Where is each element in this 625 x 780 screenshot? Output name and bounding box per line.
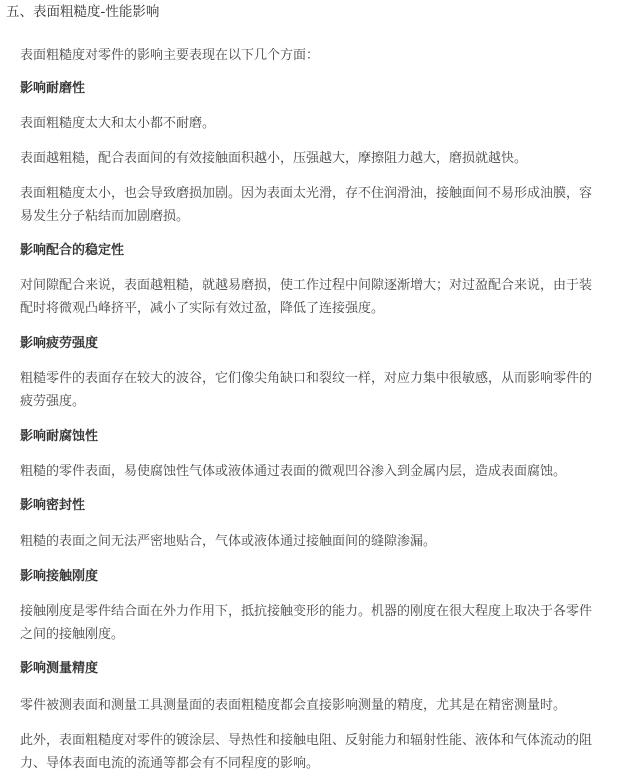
paragraph-line: 之间的接触刚度。 <box>20 627 125 642</box>
paragraph-conclusion <box>20 729 600 775</box>
paragraph-line: 表面粗糙度太小，也会导致磨损加剧。因为表面太光滑，存不住润滑油，接触面间不易形成油膜，容 <box>20 186 593 201</box>
paragraph-line: 粗糙的表面之间无法严密地贴合，气体或液体通过接触面间的缝隙渗漏。 <box>20 534 437 549</box>
paragraph-line: 零件被测表面和测量工具测量面的表面粗糙度都会直接影响测量的精度，尤其是在精密测量时。 <box>20 698 567 713</box>
heading-corrosion-resistance: 影响耐腐蚀性 <box>20 429 99 444</box>
heading-fit-stability: 影响配合的稳定性 <box>20 243 125 258</box>
paragraph-line: 力、导体表面电流的流通等都会有不同程度的影响。 <box>20 756 320 771</box>
paragraph-corrosion-1 <box>20 460 600 483</box>
article-title: 五、表面粗糙度-性能影响 <box>6 4 160 20</box>
intro-text: 表面粗糙度对零件的影响主要表现在以下几个方面： <box>20 48 320 63</box>
paragraph-line: 易发生分子粘结而加剧磨损。 <box>20 209 190 224</box>
paragraph-line: 对间隙配合来说，表面越粗糙，就越易磨损，使工作过程中间隙逐渐增大；对过盈配合来说，由于装 <box>20 278 593 293</box>
heading-wear-resistance: 影响耐磨性 <box>20 81 86 96</box>
paragraph-wear-1 <box>20 112 600 135</box>
heading-measurement-accuracy: 影响测量精度 <box>20 661 99 676</box>
paragraph-line: 此外，表面粗糙度对零件的镀涂层、导热性和接触电阻、反射能力和辐射性能、液体和气体流动的阻 <box>20 733 593 748</box>
heading-contact-stiffness: 影响接触刚度 <box>20 569 99 584</box>
paragraph-line: 疲劳强度。 <box>20 394 86 409</box>
paragraph-line: 粗糙的零件表面，易使腐蚀性气体或液体通过表面的微观凹谷渗入到金属内层，造成表面腐蚀。 <box>20 464 567 479</box>
paragraph-fit-1 <box>20 274 600 320</box>
paragraph-measurement-1 <box>20 694 600 717</box>
paragraph-line: 表面粗糙度太大和太小都不耐磨。 <box>20 116 216 131</box>
heading-sealing: 影响密封性 <box>20 498 86 513</box>
paragraph-line: 接触刚度是零件结合面在外力作用下，抵抗接触变形的能力。机器的刚度在很大程度上取决于各零件 <box>20 604 593 619</box>
paragraph-wear-2 <box>20 147 600 170</box>
paragraph-sealing-1 <box>20 530 600 553</box>
paragraph-wear-3 <box>20 182 600 228</box>
paragraph-line: 粗糙零件的表面存在较大的波谷，它们像尖角缺口和裂纹一样，对应力集中很敏感，从而影响零件的 <box>20 371 593 386</box>
intro-paragraph <box>20 44 600 67</box>
paragraph-line: 表面越粗糙，配合表面间的有效接触面积越小，压强越大，摩擦阻力越大，磨损就越快。 <box>20 151 528 166</box>
paragraph-line: 配时将微观凸峰挤平，减小了实际有效过盈，降低了连接强度。 <box>20 301 385 316</box>
paragraph-stiffness-1 <box>20 600 600 646</box>
paragraph-fatigue-1 <box>20 367 600 413</box>
heading-fatigue-strength: 影响疲劳强度 <box>20 336 99 351</box>
